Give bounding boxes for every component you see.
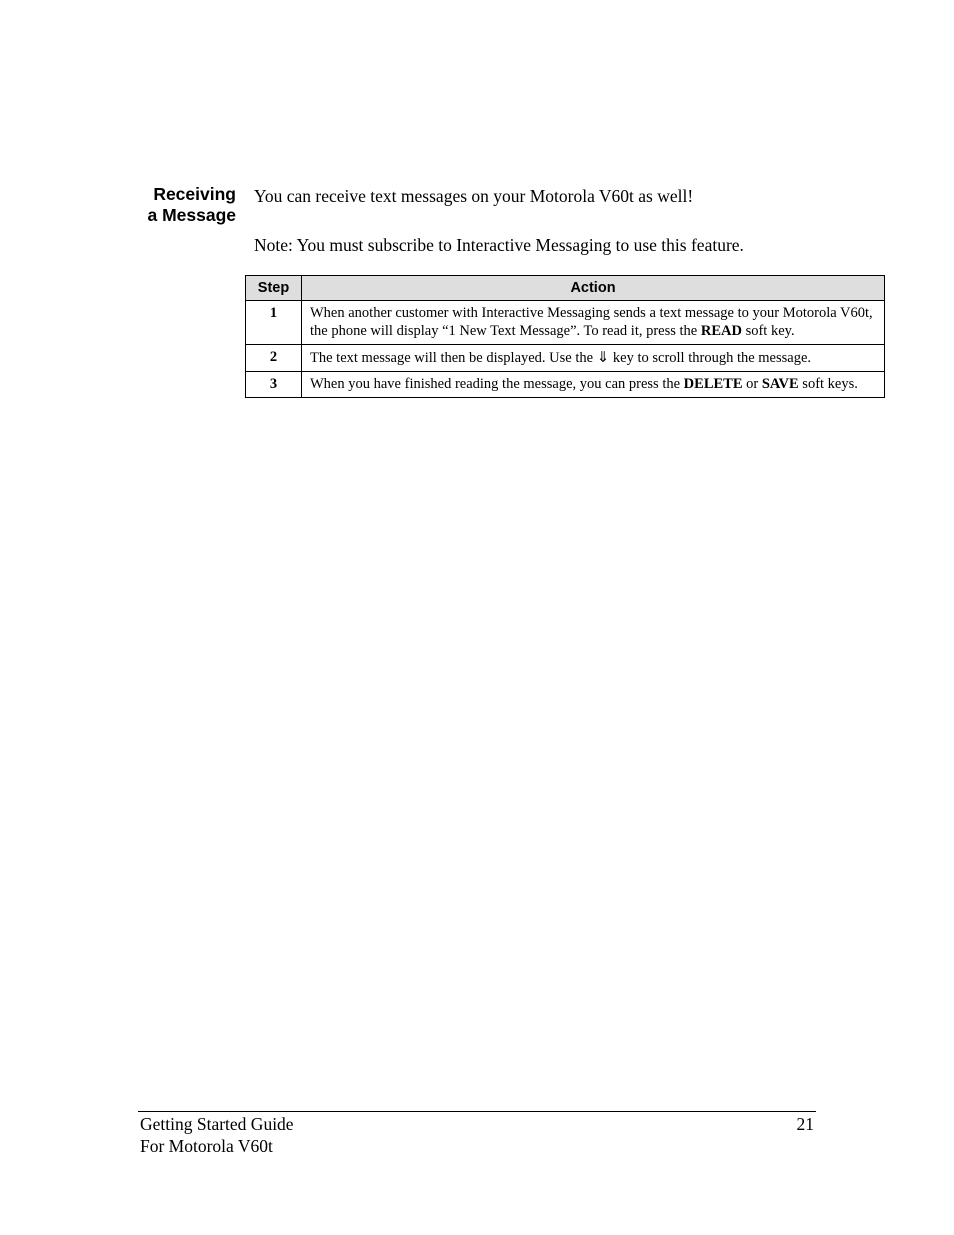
table-row	[246, 372, 885, 398]
section-heading-line1: Receiving	[153, 184, 236, 204]
step-column-header: Step	[246, 276, 302, 301]
action-column-header: Action	[302, 276, 885, 301]
step-number: 3	[246, 372, 302, 398]
action-text: soft keys.	[798, 376, 858, 392]
table-row	[246, 345, 885, 372]
step-number: 1	[246, 301, 302, 345]
down-arrow-icon: ⇓	[596, 348, 610, 366]
action-text: or	[742, 376, 762, 392]
table-row	[246, 301, 885, 345]
table-header-row	[246, 276, 885, 301]
action-text: soft key.	[741, 323, 795, 339]
note-paragraph: Note: You must subscribe to Interactive Messaging to use this feature.	[254, 235, 744, 255]
footer-title-line2: For Motorola V60t	[140, 1136, 273, 1156]
soft-key-label: READ	[700, 323, 742, 339]
action-text: key to scroll through the message.	[609, 350, 812, 366]
page-number: 21	[796, 1114, 814, 1134]
section-heading	[120, 184, 236, 226]
soft-key-label: DELETE	[683, 376, 743, 392]
step-action	[302, 301, 885, 345]
footer-title	[140, 1113, 294, 1157]
footer-divider	[138, 1111, 816, 1112]
step-number: 2	[246, 345, 302, 372]
footer-title-line1: Getting Started Guide	[140, 1114, 294, 1134]
steps-table	[245, 275, 885, 398]
soft-key-label: SAVE	[761, 376, 799, 392]
action-text: When another customer with Interactive Messaging sends a text message to your Motorola V60t, the phone will display “1 New Text Message”. To read it, press the	[310, 305, 873, 339]
section-heading-line2: a Message	[147, 205, 236, 225]
intro-paragraph: You can receive text messages on your Motorola V60t as well!	[254, 186, 694, 206]
step-action	[302, 345, 885, 372]
step-action	[302, 372, 885, 398]
action-text: The text message will then be displayed. Use the	[310, 350, 597, 366]
action-text: When you have finished reading the message, you can press the	[310, 376, 684, 392]
